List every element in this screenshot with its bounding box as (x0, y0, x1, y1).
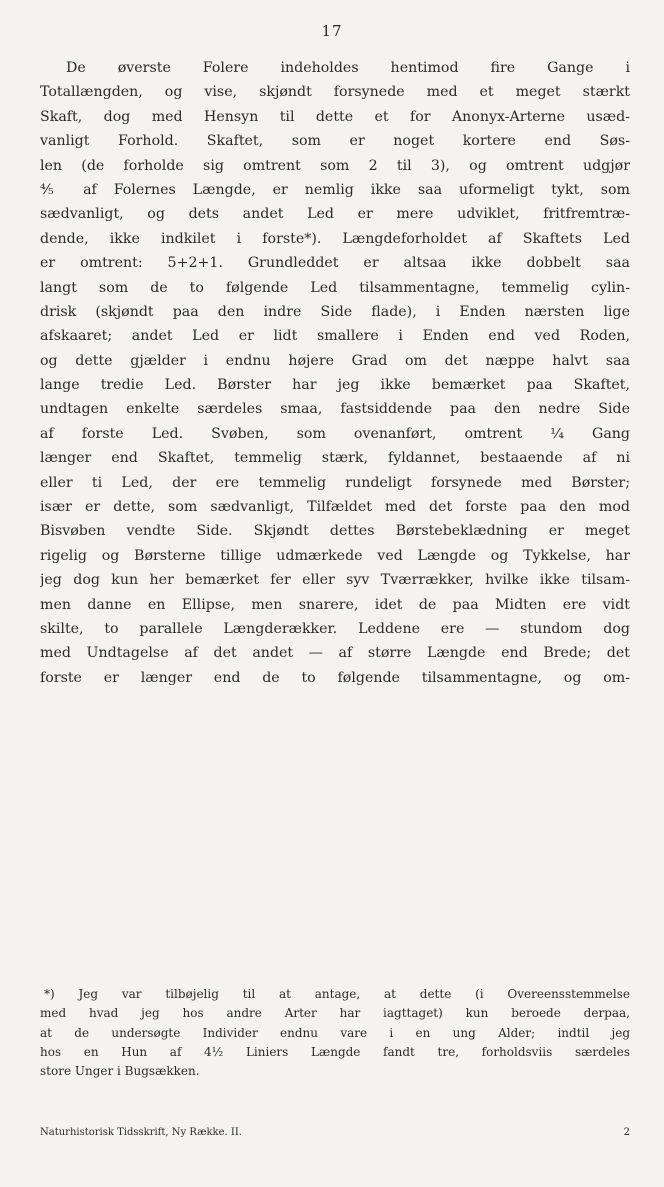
text-line: men danne en Ellipse, men snarere, idet de paa Midten ere vidt (40, 596, 630, 613)
text-line: sædvanligt, og dets andet Led er mere udviklet, fritfremtræ- (40, 206, 630, 223)
footnote-line: store Unger i Bugsækken. (40, 1064, 200, 1079)
text-line: De øverste Folere indeholdes hentimod fire Gange i (66, 60, 630, 76)
text-line: er omtrent: 5+2+1. Grundleddet er altsaa ikke dobbelt saa (40, 255, 630, 272)
text-line: undtagen enkelte særdeles smaa, fastsiddende paa den nedre Side (40, 401, 630, 418)
text-line: jeg dog kun her bemærket fer eller syv Tværrækker, hvilke ikke tilsam- (40, 572, 630, 589)
text-line: lange tredie Led. Børster har jeg ikke bemærket paa Skaftet, (40, 377, 630, 394)
signature-line (40, 1126, 630, 1140)
journal-signature: Naturhistorisk Tidsskrift, Ny Række. II. (40, 1127, 242, 1138)
body-text (40, 56, 630, 690)
page-number: 17 (321, 22, 343, 40)
text-line: forste er længer end de to følgende tilsammentagne, og om- (40, 669, 630, 686)
text-line: Skaft, dog med Hensyn til dette et for Anonyx-Arterne usæd- (40, 108, 630, 125)
text-line: dende, ikke indkilet i forste*). Længdeforholdet af Skaftets Led (40, 230, 630, 247)
text-line: med Undtagelse af det andet — af større Længde end Brede; det (40, 645, 630, 662)
text-line: vanligt Forhold. Skaftet, som er noget kortere end Søs- (40, 133, 630, 150)
footnote-line: med hvad jeg hos andre Arter har iagttaget) kun beroede derpaa, (40, 1006, 630, 1021)
text-line: af forste Led. Svøben, som ovenanført, omtrent ¼ Gang (40, 425, 630, 442)
text-line: længer end Skaftet, temmelig stærk, fyldannet, bestaaende af ni (40, 450, 630, 467)
text-line: Bisvøben vendte Side. Skjøndt dettes Børstebeklædning er meget (40, 523, 630, 540)
text-line: og dette gjælder i endnu højere Grad om det næppe halvt saa (40, 352, 630, 369)
text-line: langt som de to følgende Led tilsammentagne, temmelig cylin- (40, 279, 630, 296)
text-line: Totallængden, og vise, skjøndt forsynede med et meget stærkt (40, 84, 630, 101)
text-line: drisk (skjøndt paa den indre Side flade), i Enden nærsten lige (40, 303, 630, 320)
text-line: len (de forholde sig omtrent som 2 til 3), og omtrent udgjør (40, 157, 630, 174)
text-line: afskaaret; andet Led er lidt smallere i Enden end ved Roden, (40, 328, 630, 345)
sheet-number: 2 (623, 1127, 630, 1138)
text-line: skilte, to parallele Længderækker. Leddene ere — stundom dog (40, 620, 630, 637)
footnote-line: *) Jeg var tilbøjelig til at antage, at dette (i Overeensstemmelse (44, 987, 630, 1001)
footnote (40, 985, 630, 1081)
text-line: ⅘ af Folernes Længde, er nemlig ikke saa uformeligt tykt, som (40, 181, 630, 198)
text-line: eller ti Led, der ere temmelig rundeligt forsynede med Børster; (40, 474, 630, 491)
footnote-line: hos en Hun af 4½ Liniers Længde fandt tre, forholdsviis særdeles (40, 1044, 630, 1059)
text-line: især er dette, som sædvanligt, Tilfældet med det forste paa den mod (40, 499, 630, 516)
footnote-line: at de undersøgte Individer endnu vare i en ung Alder; indtil jeg (40, 1025, 630, 1040)
text-line: rigelig og Børsterne tillige udmærkede ved Længde og Tykkelse, har (40, 547, 630, 564)
